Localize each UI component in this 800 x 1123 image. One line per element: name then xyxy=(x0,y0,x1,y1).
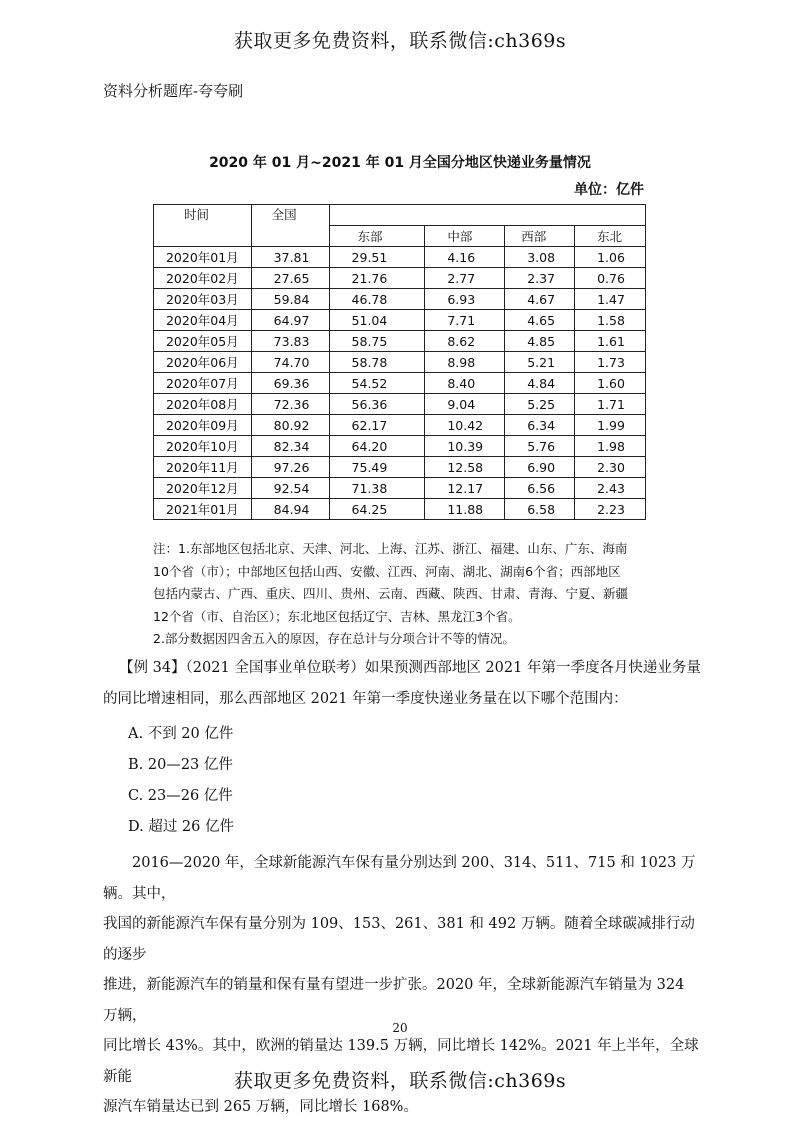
note-line: 包括内蒙古、广西、重庆、四川、贵州、云南、西藏、陕西、甘肃、青海、宁夏、新疆 xyxy=(153,586,629,601)
header-region-group xyxy=(329,205,645,226)
table-row xyxy=(154,352,646,373)
table-row xyxy=(154,268,646,289)
cell-value: 6.90 xyxy=(505,457,575,478)
cell-value: 5.25 xyxy=(505,394,575,415)
cell-value: 5.21 xyxy=(505,352,575,373)
note-line: 12个省（市、自治区）；东北地区包括辽宁、吉林、黑龙江3个省。 xyxy=(153,608,521,624)
table-body xyxy=(154,247,646,520)
cell-value: 2.30 xyxy=(575,457,646,478)
cell-month: 2020年09月 xyxy=(154,415,252,436)
cell-month: 2020年05月 xyxy=(154,331,252,352)
cell-value: 5.76 xyxy=(505,436,575,457)
table-row xyxy=(154,394,646,415)
table-row xyxy=(154,415,646,436)
cell-value: 4.16 xyxy=(425,247,505,268)
header-east: 东部 xyxy=(329,226,425,247)
cell-value: 80.92 xyxy=(251,415,329,436)
cell-value: 62.17 xyxy=(329,415,425,436)
cell-month: 2020年08月 xyxy=(154,394,252,415)
cell-value: 64.97 xyxy=(251,310,329,331)
cell-month: 2020年02月 xyxy=(154,268,252,289)
cell-value: 56.36 xyxy=(329,394,425,415)
page-number: 20 xyxy=(392,1021,408,1035)
cell-value: 64.20 xyxy=(329,436,425,457)
cell-value: 74.70 xyxy=(251,352,329,373)
cell-value: 9.04 xyxy=(425,394,505,415)
cell-value: 1.71 xyxy=(575,394,646,415)
cell-value: 46.78 xyxy=(329,289,425,310)
answer-options xyxy=(103,719,703,843)
cell-value: 73.83 xyxy=(251,331,329,352)
cell-value: 1.99 xyxy=(575,415,646,436)
cell-month: 2020年10月 xyxy=(154,436,252,457)
cell-value: 8.40 xyxy=(425,373,505,394)
table-row xyxy=(154,499,646,520)
cell-value: 1.06 xyxy=(575,247,646,268)
cell-value: 2.37 xyxy=(505,268,575,289)
cell-value: 84.94 xyxy=(251,499,329,520)
header-central: 中部 xyxy=(425,226,505,247)
cell-month: 2020年07月 xyxy=(154,373,252,394)
cell-month: 2020年06月 xyxy=(154,352,252,373)
table-row xyxy=(154,457,646,478)
cell-value: 69.36 xyxy=(251,373,329,394)
table-row xyxy=(154,310,646,331)
passage-line: 同比增长 43%。其中，欧洲的销量达 139.5 万辆，同比增长 142%。2021 年上半年，全球新能 xyxy=(103,1038,699,1085)
cell-value: 64.25 xyxy=(329,499,425,520)
cell-value: 1.61 xyxy=(575,331,646,352)
cell-month: 2020年04月 xyxy=(154,310,252,331)
note-line: 注：1.东部地区包括北京、天津、河北、上海、江苏、浙江、福建、山东、广东、海南 xyxy=(153,541,628,556)
cell-value: 1.73 xyxy=(575,352,646,373)
passage-line: 2016—2020 年，全球新能源汽车保有量分别达到 200、314、511、715 和 1023 万辆。其中， xyxy=(103,855,696,902)
note-line: 2.部分数据因四舍五入的原因，存在总计与分项合计不等的情况。 xyxy=(153,631,515,646)
top-banner: 获取更多免费资料，联系微信:ch369s xyxy=(233,30,567,52)
cell-value: 59.84 xyxy=(251,289,329,310)
cell-value: 21.76 xyxy=(329,268,425,289)
cell-value: 71.38 xyxy=(329,478,425,499)
cell-value: 6.56 xyxy=(505,478,575,499)
cell-value: 2.43 xyxy=(575,478,646,499)
cell-value: 6.34 xyxy=(505,415,575,436)
cell-value: 8.62 xyxy=(425,331,505,352)
cell-value: 12.58 xyxy=(425,457,505,478)
cell-value: 6.58 xyxy=(505,499,575,520)
table-row xyxy=(154,436,646,457)
cell-value: 7.71 xyxy=(425,310,505,331)
cell-month: 2020年12月 xyxy=(154,478,252,499)
question-line: 【例 34】（2021 全国事业单位联考）如果预测西部地区 2021 年第一季度各月快递业务量 xyxy=(119,660,701,676)
table-row xyxy=(154,478,646,499)
cell-value: 4.67 xyxy=(505,289,575,310)
header-west: 西部 xyxy=(505,226,575,247)
cell-value: 37.81 xyxy=(251,247,329,268)
cell-value: 51.04 xyxy=(329,310,425,331)
cell-value: 1.60 xyxy=(575,373,646,394)
cell-value: 72.36 xyxy=(251,394,329,415)
table-unit: 单位：亿件 xyxy=(574,182,644,198)
cell-value: 1.58 xyxy=(575,310,646,331)
passage-line: 源汽车销量达已到 265 万辆，同比增长 168%。 xyxy=(103,1099,418,1115)
cell-value: 0.76 xyxy=(575,268,646,289)
cell-value: 2.23 xyxy=(575,499,646,520)
cell-value: 92.54 xyxy=(251,478,329,499)
cell-value: 3.08 xyxy=(505,247,575,268)
cell-value: 6.93 xyxy=(425,289,505,310)
cell-month: 2021年01月 xyxy=(154,499,252,520)
cell-value: 58.78 xyxy=(329,352,425,373)
question-line: 的同比增速相同，那么西部地区 2021 年第一季度快递业务量在以下哪个范围内： xyxy=(103,691,628,707)
cell-value: 4.84 xyxy=(505,373,575,394)
cell-month: 2020年03月 xyxy=(154,289,252,310)
cell-month: 2020年11月 xyxy=(154,457,252,478)
cell-value: 82.34 xyxy=(251,436,329,457)
header-northeast: 东北 xyxy=(575,226,646,247)
cell-value: 97.26 xyxy=(251,457,329,478)
cell-value: 54.52 xyxy=(329,373,425,394)
option-c: C. 23—26 亿件 xyxy=(128,788,233,804)
cell-value: 4.65 xyxy=(505,310,575,331)
table-notes xyxy=(153,538,673,651)
cell-value: 58.75 xyxy=(329,331,425,352)
note-line: 10个省（市）；中部地区包括山西、安徽、江西、河南、湖北、湖南6个省；西部地区 xyxy=(153,563,621,579)
header-national: 全国 xyxy=(251,205,329,247)
option-d: D. 超过 26 亿件 xyxy=(128,819,234,835)
question-stem xyxy=(103,653,703,715)
table-title: 2020 年 01 月~2021 年 01 月全国分地区快递业务量情况 xyxy=(209,155,591,171)
cell-value: 8.98 xyxy=(425,352,505,373)
cell-value: 2.77 xyxy=(425,268,505,289)
cell-value: 27.65 xyxy=(251,268,329,289)
passage-line: 我国的新能源汽车保有量分别为 109、153、261、381 和 492 万辆。随着全球碳减排行动的逐步 xyxy=(103,916,695,963)
cell-value: 75.49 xyxy=(329,457,425,478)
option-b: B. 20—23 亿件 xyxy=(128,757,233,773)
header-time: 时间 xyxy=(154,205,252,247)
cell-month: 2020年01月 xyxy=(154,247,252,268)
table-row xyxy=(154,289,646,310)
option-a: A. 不到 20 亿件 xyxy=(128,726,234,742)
express-volume-table xyxy=(153,204,646,520)
passage-line: 推进，新能源汽车的销量和保有量有望进一步扩张。2020 年，全球新能源汽车销量为 324 万辆， xyxy=(103,977,685,1024)
cell-value: 29.51 xyxy=(329,247,425,268)
bottom-banner: 获取更多免费资料，联系微信:ch369s xyxy=(233,1070,567,1092)
cell-value: 4.85 xyxy=(505,331,575,352)
cell-value: 11.88 xyxy=(425,499,505,520)
cell-value: 1.47 xyxy=(575,289,646,310)
document-subtitle: 资料分析题库-夸夸刷 xyxy=(103,82,244,100)
table-row xyxy=(154,331,646,352)
cell-value: 1.98 xyxy=(575,436,646,457)
table-row xyxy=(154,247,646,268)
cell-value: 10.42 xyxy=(425,415,505,436)
cell-value: 12.17 xyxy=(425,478,505,499)
cell-value: 10.39 xyxy=(425,436,505,457)
table-row xyxy=(154,373,646,394)
